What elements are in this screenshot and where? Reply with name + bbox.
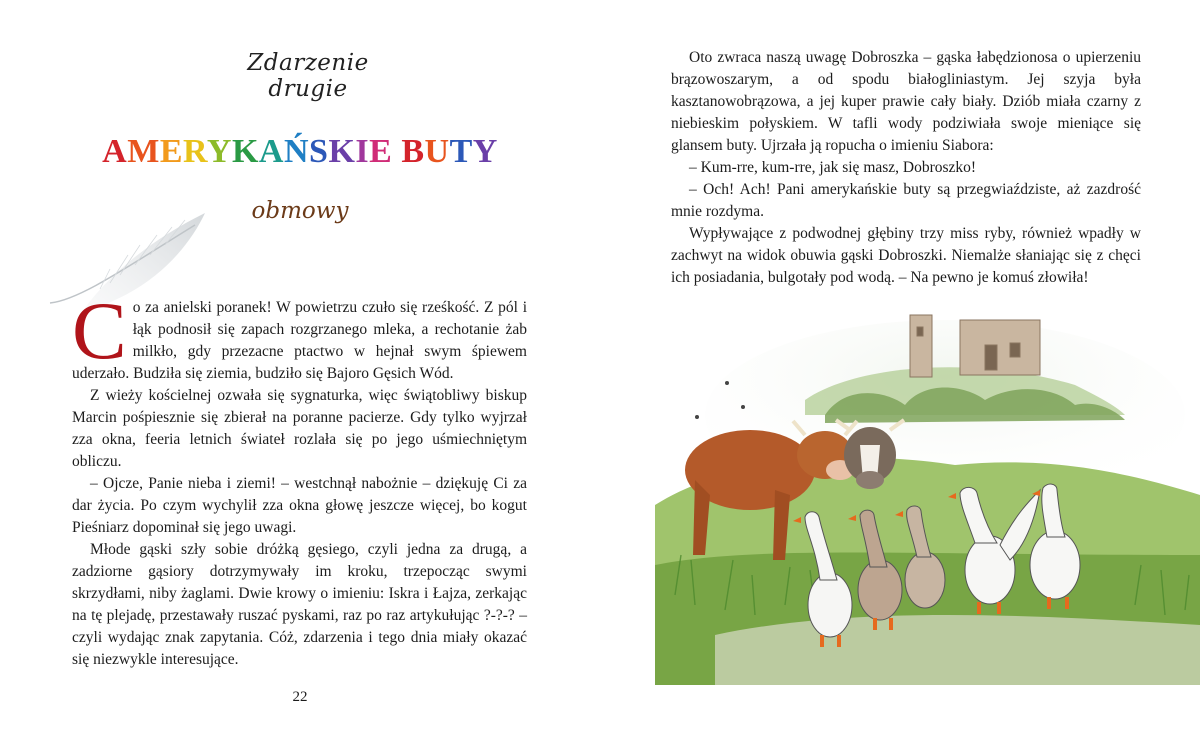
paragraph: Wypływające z podwodnej głębiny trzy miss ryby, również wpadły w zachwyt na widok obuwia gąski Dobroszki. Niemalże słaniając się z chęci ich posiadania, bulgotały pod wodą. – Na pewno je komuś złowiła! <box>671 225 1141 286</box>
title-letter: U <box>424 133 450 170</box>
title-letter: K <box>328 133 356 170</box>
paragraph: – Ojcze, Panie nieba i ziemi! – westchnął nabożnie – dziękuję Ci za dar życia. Po czym wychylił zza okna głowę jeszcze więcej, bo kogut Pieśniarz dopominał się jego uwagi. <box>72 475 527 536</box>
paragraph: Z wieży kościelnej ozwała się sygnaturka, więc świątobliwy biskup Marcin pośpiesznie się zbierał na poranne pacierze. Gdy tylko wyjrzał zza okna, feeria letnich świateł rozlała się po jego uśmiechniętym obliczu. <box>72 387 527 470</box>
chapter-title <box>100 133 500 171</box>
title-letter: M <box>127 133 160 170</box>
castle-ruins <box>910 315 1040 377</box>
title-letter: Ń <box>283 133 310 170</box>
title-letter: R <box>183 133 207 170</box>
title-letter: E <box>159 133 184 170</box>
paragraph: – Och! Ach! Pani amerykańskie buty są przegwiaździste, aż zazdrość mnie rozdyma. <box>671 181 1141 220</box>
paragraph: Co za anielski poranek! W powietrzu czuło się rześkość. Z pól i łąk podnosił się zapach rozgrzanego mleka, a rechotanie żab milkło, gdy przezacne ptactwo w hejnał swym śpiewem uderzało. Budziła się ziemia, budziło się Bajoro Gęsich Wód. <box>72 285 527 382</box>
title-letter: E <box>369 133 393 170</box>
title-letter: A <box>102 133 128 170</box>
page-number: 22 <box>292 689 308 705</box>
title-letter: Y <box>206 133 232 170</box>
title-letter: B <box>401 133 425 170</box>
title-letter <box>392 133 401 170</box>
title-letter: T <box>449 133 473 170</box>
left-text <box>72 285 527 671</box>
title-letter: K <box>231 133 259 170</box>
title-letter: A <box>258 133 284 170</box>
farm-illustration <box>655 305 1200 685</box>
paragraph: – Kum-rre, kum-rre, jak się masz, Dobroszko! <box>689 159 977 176</box>
paragraph: Młode gąski szły sobie dróżką gęsiego, czyli jedna za drugą, a zadziorne gąsiory dotrzymywały im kroku, trzepocząc swymi skrzydłami, niby żaglami. Dwie krowy o imieniu: Iskra i Łajza, zerkając na tę plejadę, przestawały ruszać pyskami, raz po raz artykułując ?-?-? – czyli wydając znak zapytania. Cóż, zdarzenia i tego dnia miały okazać się niezwykle interesujące. <box>72 541 527 668</box>
right-text <box>671 47 1141 289</box>
drop-cap: C <box>72 285 127 376</box>
chapter-subtitle: obmowy <box>251 198 349 224</box>
chapter-label: Zdarzenie drugie <box>247 50 369 102</box>
title-letter: I <box>355 133 370 170</box>
paragraph: Oto zwraca naszą uwagę Dobroszka – gąska łabędzionosa o upierzeniu brązowoszarym, a od spodu białogliniastym. Jej szyja była kasztanowobrązowa, a jej kuper prawie cały biały. Dziób miała czarny z niebieskim połyskiem. W tafli wody podziwiała swoje mieniące się glansem buty. Ujrzała ją ropucha o imieniu Siabora: <box>671 49 1141 154</box>
title-letter: S <box>309 133 329 170</box>
title-letter: Y <box>472 133 498 170</box>
